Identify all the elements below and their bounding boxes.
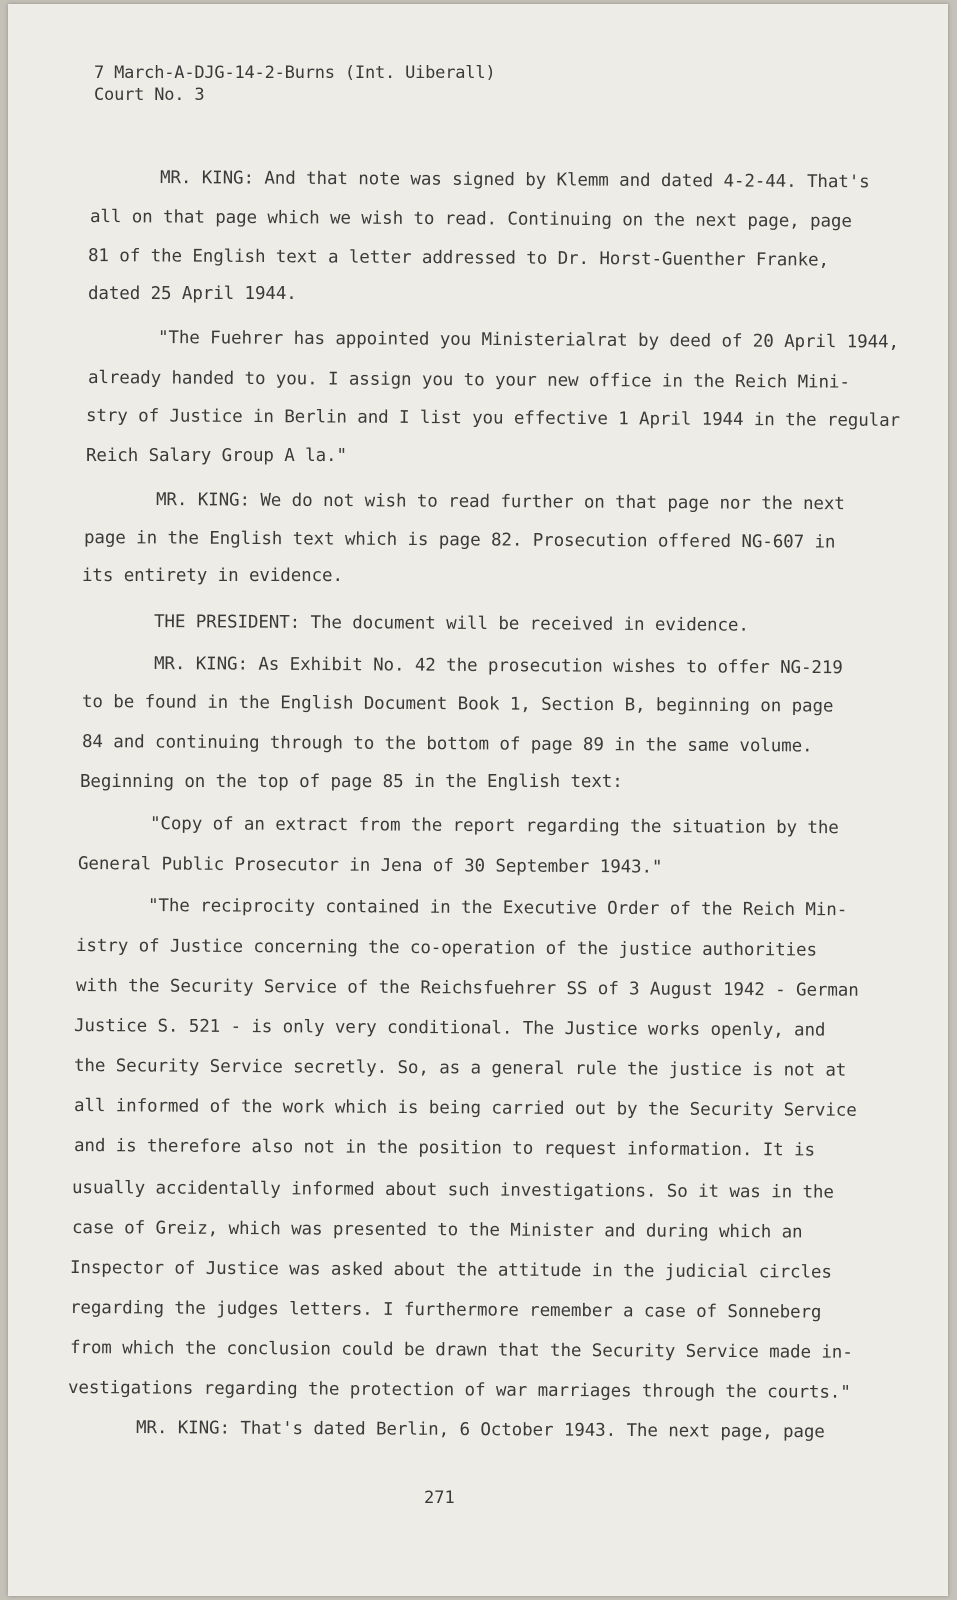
page-number: 271 <box>424 1488 455 1508</box>
transcript-line: General Public Prosecutor in Jena of 30 September 1943." <box>77 854 663 878</box>
transcript-line: page in the English text which is page 82. Prosecution offered NG-607 in <box>83 528 836 553</box>
document-page <box>8 4 948 1596</box>
transcript-line: Beginning on the top of page 85 in the English text: <box>80 772 623 792</box>
transcript-line: "Copy of an extract from the report regarding the situation by the <box>149 814 839 839</box>
transcript-line: from which the conclusion could be drawn that the Security Service made in- <box>69 1338 853 1363</box>
transcript-line: to be found in the English Document Book 1, Section B, beginning on page <box>81 692 834 717</box>
document-header <box>94 62 495 106</box>
transcript-line: MR. KING: That's dated Berlin, 6 October 1943. The next page, page <box>135 1418 825 1443</box>
transcript-line: Inspector of Justice was asked about the attitude in the judicial circles <box>69 1258 832 1283</box>
transcript-line: vestigations regarding the protection of war marriages through the courts." <box>67 1378 851 1403</box>
transcript-line: 81 of the English text a letter addressed to Dr. Horst-Guenther Franke, <box>87 246 830 271</box>
transcript-line: istry of Justice concerning the co-operation of the justice authorities <box>75 936 818 961</box>
header-case-line: 7 March-A-DJG-14-2-Burns (Int. Uiberall) <box>94 63 496 83</box>
transcript-line: already handed to you. I assign you to your new office in the Reich Mini- <box>87 368 850 393</box>
transcript-line: regarding the judges letters. I furthermore remember a case of Sonneberg <box>69 1298 822 1323</box>
transcript-line: all on that page which we wish to read. Continuing on the next page, page <box>89 207 852 232</box>
transcript-line: 84 and continuing through to the bottom of page 89 in the same volume. <box>81 732 813 757</box>
transcript-line: stry of Justice in Berlin and I list you effective 1 April 1944 in the regular <box>85 406 901 431</box>
transcript-line: MR. KING: As Exhibit No. 42 the prosecution wishes to offer NG-219 <box>153 654 843 679</box>
transcript-line: its entirety in evidence. <box>82 566 343 586</box>
transcript-line: and is therefore also not in the position to request information. It is <box>73 1136 816 1161</box>
transcript-line: MR. KING: And that note was signed by Klemm and dated 4-2-44. That's <box>159 168 870 193</box>
transcript-line: "The Fuehrer has appointed you Ministerialrat by deed of 20 April 1944, <box>157 328 900 353</box>
header-court-line: Court No. 3 <box>94 85 205 105</box>
transcript-line: the Security Service secretly. So, as a general rule the justice is not at <box>73 1056 847 1081</box>
transcript-line: with the Security Service of the Reichsfuehrer SS of 3 August 1942 - German <box>75 976 859 1001</box>
transcript-line: THE PRESIDENT: The document will be received in evidence. <box>153 612 749 636</box>
transcript-line: Reich Salary Group A la." <box>86 446 347 466</box>
transcript-line: case of Greiz, which was presented to the Minister and during which an <box>71 1218 803 1243</box>
transcript-line: Justice S. 521 - is only very conditional. The Justice works openly, and <box>73 1016 826 1041</box>
transcript-line: dated 25 April 1944. <box>88 284 297 304</box>
transcript-line: all informed of the work which is being carried out by the Security Service <box>73 1096 857 1121</box>
transcript-line: "The reciprocity contained in the Executive Order of the Reich Min- <box>147 896 848 921</box>
transcript-line: usually accidentally informed about such investigations. So it was in the <box>71 1178 834 1203</box>
transcript-line: MR. KING: We do not wish to read further on that page nor the next <box>155 490 845 515</box>
